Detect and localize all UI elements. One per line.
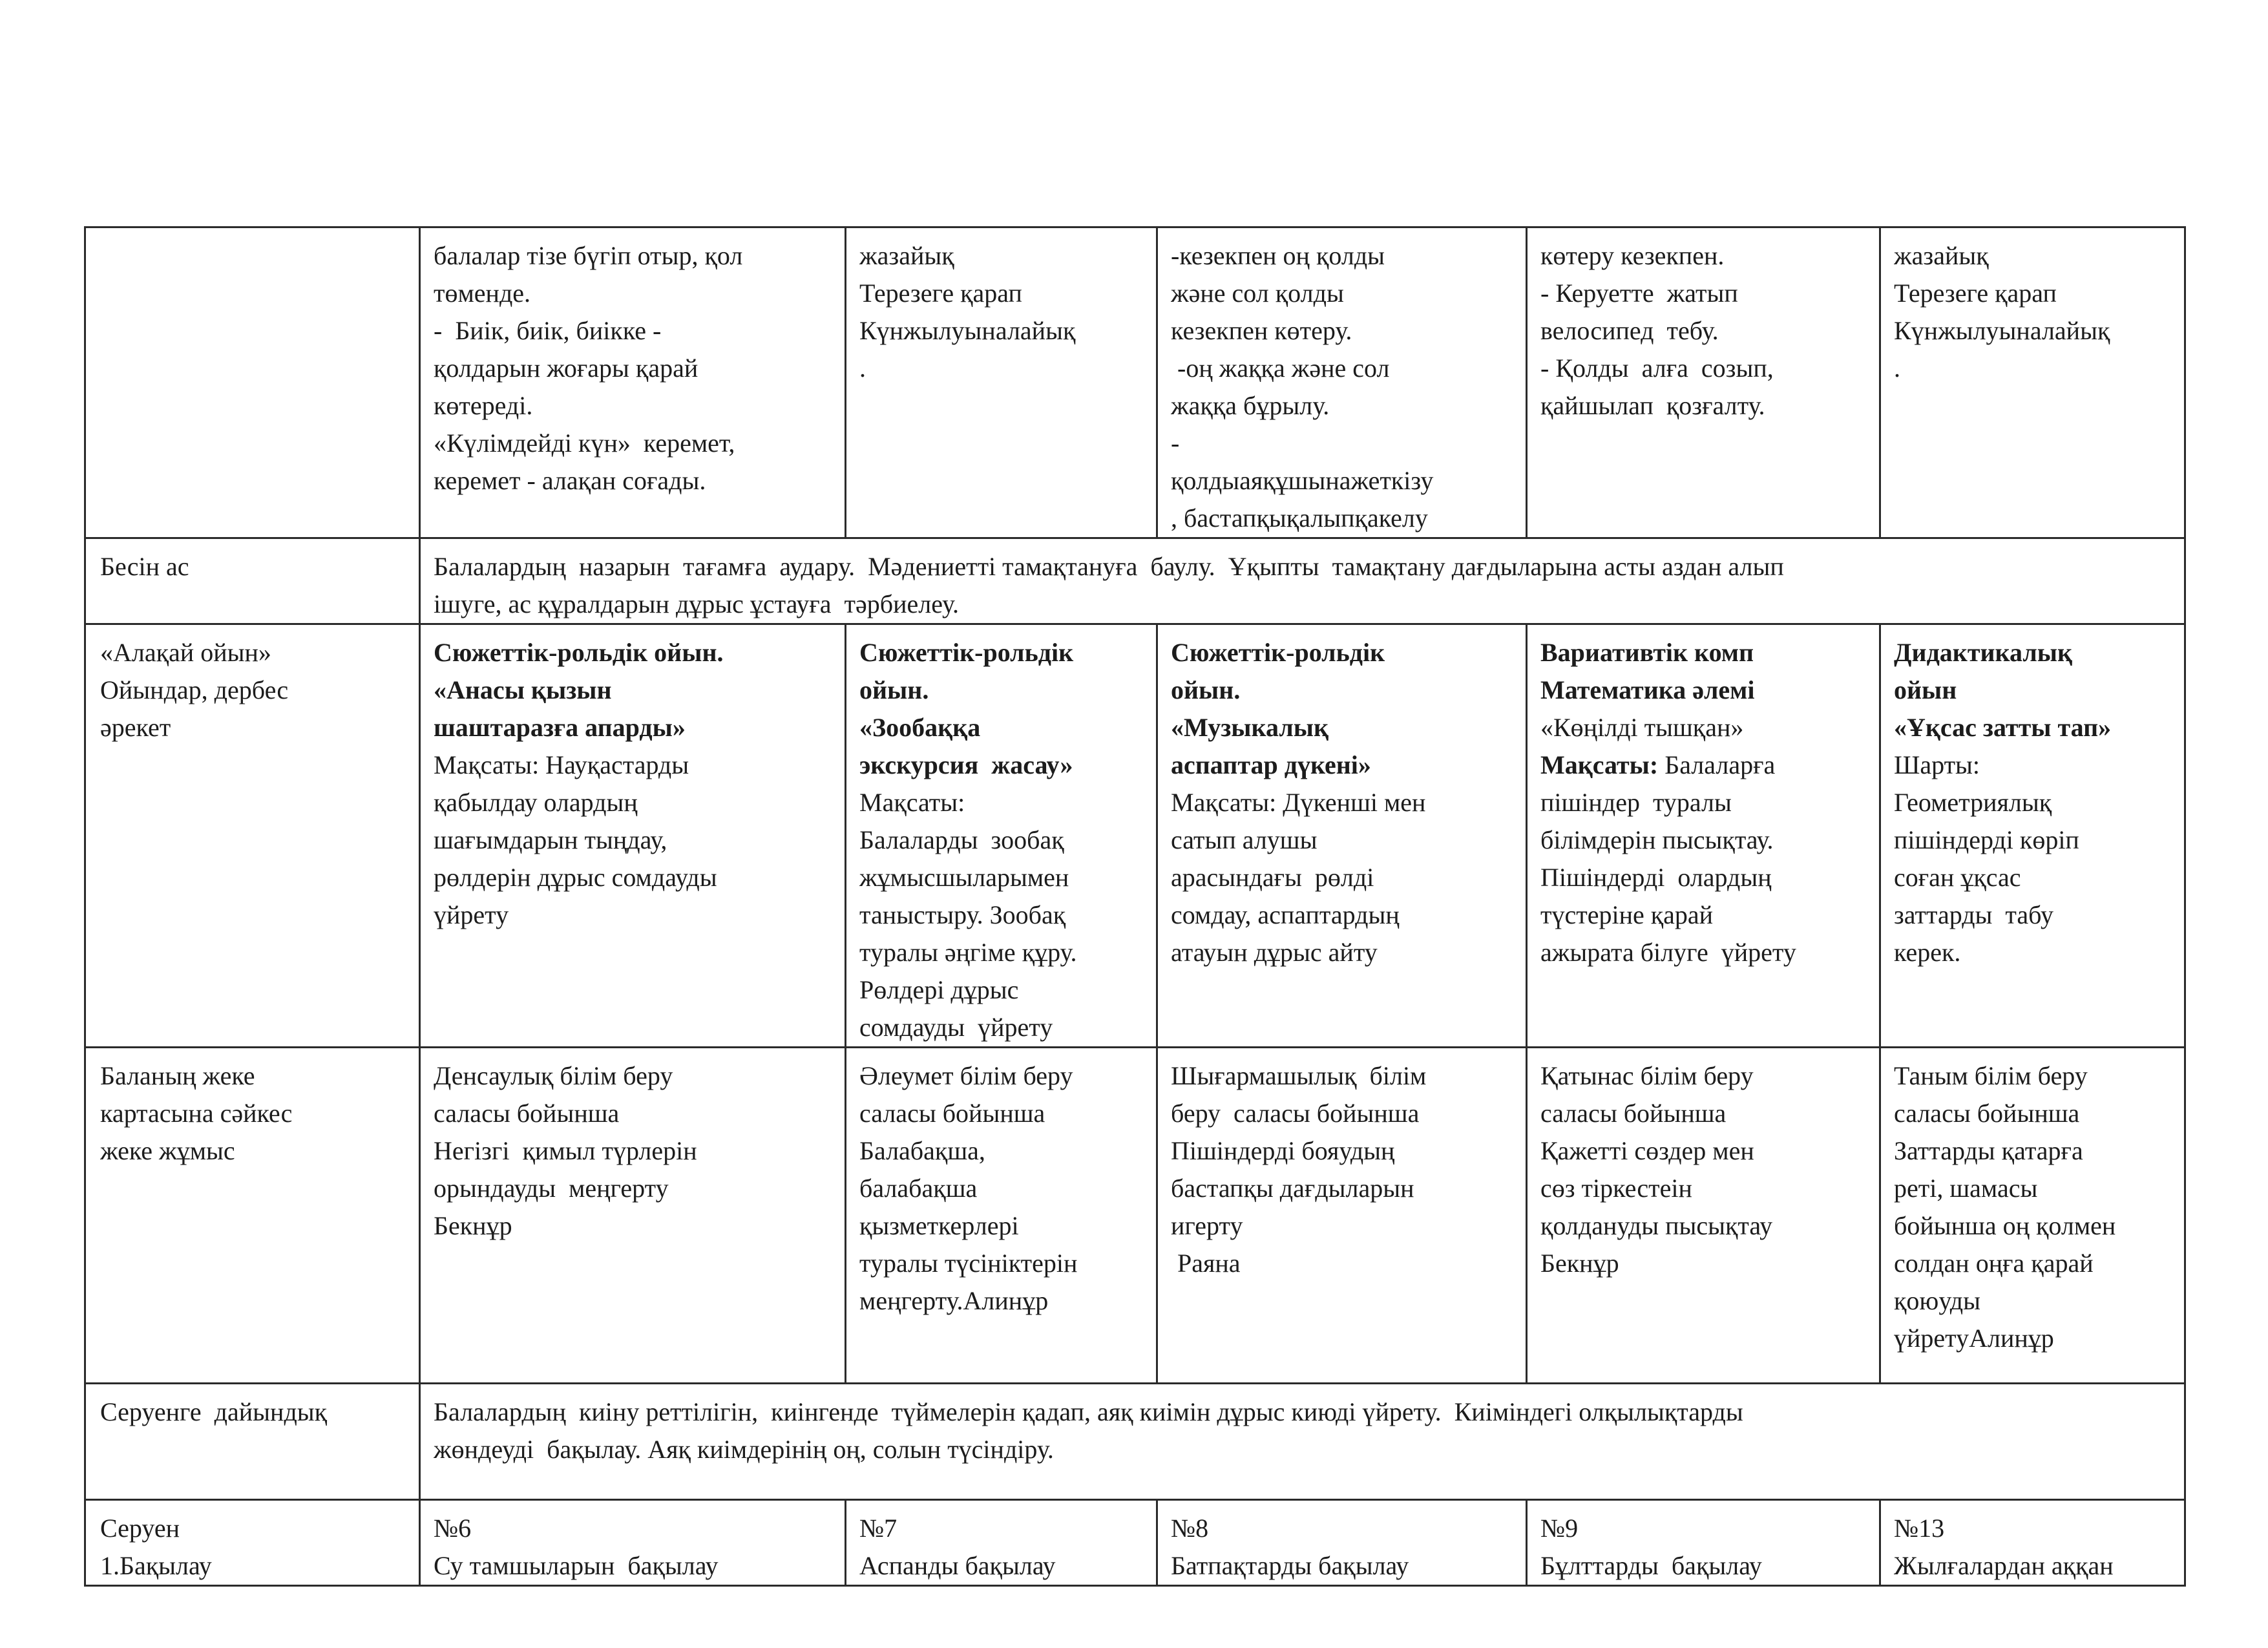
- merged-cell: [420, 1384, 2185, 1500]
- cell-line: саласы бойынша: [1540, 1099, 1727, 1128]
- cell-line: жазайық: [859, 241, 954, 270]
- cell-line: .: [859, 354, 866, 383]
- cell-line: Мақсаты: Науқастарды: [434, 750, 689, 779]
- cell-content: [434, 237, 834, 537]
- cell-line: Ойындар, дербес: [100, 675, 289, 704]
- cell-line: Терезеге қарап: [859, 279, 1022, 308]
- row-games-independent-activity: [85, 624, 2185, 1048]
- cell-line: .: [1894, 354, 1900, 383]
- cell-line: саласы бойынша: [434, 1099, 620, 1128]
- cell-line: «Алақай ойын»: [100, 638, 271, 667]
- cell-line: «Зообаққа: [859, 713, 981, 742]
- row-afternoon-snack: [85, 538, 2185, 624]
- cell-line: Серуен: [100, 1514, 180, 1543]
- cell-line: «Ұқсас затты тап»: [1894, 713, 2112, 742]
- row-walk-observation: [85, 1500, 2185, 1586]
- cell-line: Таным білім беру: [1894, 1061, 2088, 1090]
- cell-line: Рөлдері дұрыс: [859, 975, 1019, 1004]
- cell-line: Бесін ас: [100, 552, 189, 581]
- cell-line: Күнжылуыналайық: [859, 316, 1076, 345]
- cell-line: аспаптар дүкені»: [1171, 750, 1371, 779]
- cell-content: [1894, 237, 2174, 537]
- cell-line: пішіндер туралы: [1540, 788, 1732, 817]
- day-cell-5: [1880, 624, 2185, 1048]
- cell-line: Пішіндерді бояудың: [1171, 1136, 1395, 1165]
- cell-line: жаққа бұрылу.: [1171, 391, 1330, 420]
- cell-line: үйретуАлинұр: [1894, 1324, 2054, 1353]
- day-cell-5: [1880, 1048, 2185, 1384]
- row-label: [85, 1500, 420, 1586]
- cell-line-rest: Балаларға: [1658, 750, 1776, 779]
- cell-content: [100, 1510, 408, 1585]
- cell-line: Әлеумет білім беру: [859, 1061, 1073, 1090]
- cell-content: [434, 548, 2174, 623]
- cell-line: сомдау, аспаптардың: [1171, 900, 1400, 929]
- day-cell-3: [1157, 1048, 1527, 1384]
- cell-line: Мақсаты: Дүкенші мен: [1171, 788, 1426, 817]
- cell-line: №6: [434, 1514, 472, 1543]
- day-cell-3: [1157, 1500, 1527, 1586]
- day-cell-1: [420, 1500, 846, 1586]
- day-cell-2: [846, 227, 1157, 538]
- cell-content: [1540, 237, 1869, 537]
- cell-line: кезекпен көтеру.: [1171, 316, 1352, 345]
- row-morning-exercise-continuation: [85, 227, 2185, 538]
- cell-line: Сюжеттік-рольдік: [859, 638, 1074, 667]
- day-cell-3: [1157, 227, 1527, 538]
- cell-line: Күнжылуыналайық: [1894, 316, 2110, 345]
- cell-line: білімдерін пысықтау.: [1540, 825, 1774, 854]
- cell-line: Балалардың киіну реттілігін, киінгенде түймелерін қадап, аяқ киімін дұрыс киюді үйрету. Киіміндегі олқылықтарды: [434, 1397, 1743, 1426]
- cell-line: Балабақша,: [859, 1136, 985, 1165]
- cell-line: атауын дұрыс айту: [1171, 938, 1378, 967]
- cell-content: [859, 1510, 1146, 1585]
- cell-line: ойын.: [1171, 675, 1241, 704]
- cell-content: [1540, 1510, 1869, 1585]
- cell-line: көтереді.: [434, 391, 533, 420]
- cell-content: [434, 634, 834, 1046]
- cell-line: - Керуетте жатып: [1540, 279, 1738, 308]
- cell-line: «Күлімдейді күн» керемет,: [434, 428, 735, 458]
- cell-line: қолдарын жоғары қарай: [434, 354, 698, 383]
- day-cell-1: [420, 227, 846, 538]
- cell-line: үйрету: [434, 900, 509, 929]
- row-individual-work: [85, 1048, 2185, 1384]
- cell-line: Негізгі қимыл түрлерін: [434, 1136, 697, 1165]
- cell-line: ішуге, ас құралдарын дұрыс ұстауға тәрбиелеу.: [434, 589, 959, 618]
- day-cell-4: [1527, 624, 1880, 1048]
- cell-line: заттарды табу: [1894, 900, 2053, 929]
- cell-line: Қатынас білім беру: [1540, 1061, 1754, 1090]
- cell-line: ажырата білуге үйрету: [1540, 938, 1796, 967]
- day-cell-4: [1527, 1500, 1880, 1586]
- cell-line: , бастапқықалыпқакелу: [1171, 503, 1428, 533]
- cell-line: сатып алушы: [1171, 825, 1318, 854]
- cell-line: меңгерту.Алинұр: [859, 1286, 1049, 1315]
- cell-line: №13: [1894, 1514, 1945, 1543]
- cell-line: таныстыру. Зообақ: [859, 900, 1066, 929]
- cell-line: Сюжеттік-рольдік: [1171, 638, 1385, 667]
- cell-line: Пішіндерді олардың: [1540, 863, 1772, 892]
- day-cell-5: [1880, 1500, 2185, 1586]
- cell-line: орындауды меңгерту: [434, 1174, 669, 1203]
- cell-line: Вариативтік комп: [1540, 638, 1754, 667]
- cell-line: арасындағы рөлді: [1171, 863, 1374, 892]
- cell-line: соған ұқсас: [1894, 863, 2021, 892]
- cell-line: рөлдерін дұрыс сомдауды: [434, 863, 717, 892]
- cell-line: беру саласы бойынша: [1171, 1099, 1420, 1128]
- cell-line: Батпақтарды бақылау: [1171, 1551, 1409, 1580]
- cell-line: Балаларды зообақ: [859, 825, 1064, 854]
- cell-line: Геометриялық: [1894, 788, 2052, 817]
- cell-line: балалар тізе бүгіп отыр, қол: [434, 241, 743, 270]
- cell-content: [859, 634, 1146, 1046]
- cell-line: бойынша оң қолмен: [1894, 1211, 2116, 1240]
- cell-line: саласы бойынша: [859, 1099, 1045, 1128]
- cell-line: түстеріне қарай: [1540, 900, 1714, 929]
- cell-line-bold: Мақсаты:: [1540, 750, 1659, 779]
- cell-line: Дидактикалық: [1894, 638, 2073, 667]
- cell-line: реті, шамасы: [1894, 1174, 2038, 1203]
- cell-line: велосипед тебу.: [1540, 316, 1719, 345]
- cell-line: -кезекпен оң қолды: [1171, 241, 1385, 270]
- cell-line: және сол қолды: [1171, 279, 1344, 308]
- cell-line: Балалардың назарын тағамға аудару. Мәдениетті тамақтануға баулу. Ұқыпты тамақтану дағдыларына асты аздан алып: [434, 552, 1784, 581]
- cell-line: Су тамшыларын бақылау: [434, 1551, 719, 1580]
- cell-line: қызметкерлері: [859, 1211, 1019, 1240]
- cell-line: экскурсия жасау»: [859, 750, 1073, 779]
- cell-line: әрекет: [100, 713, 171, 742]
- cell-content: [1894, 634, 2174, 1046]
- cell-line: - Қолды алға созып,: [1540, 354, 1774, 383]
- day-cell-2: [846, 624, 1157, 1048]
- cell-line: балабақша: [859, 1174, 978, 1203]
- day-cell-2: [846, 1048, 1157, 1384]
- cell-line: [1540, 746, 1869, 784]
- cell-content: [1171, 237, 1515, 537]
- cell-line: №9: [1540, 1514, 1579, 1543]
- cell-content: [1894, 1510, 2174, 1585]
- cell-content: [1171, 634, 1515, 1046]
- cell-content: [1540, 634, 1869, 1046]
- day-cell-1: [420, 1048, 846, 1384]
- merged-cell: [420, 538, 2185, 624]
- cell-line: №7: [859, 1514, 898, 1543]
- cell-line: саласы бойынша: [1894, 1099, 2080, 1128]
- day-cell-4: [1527, 1048, 1880, 1384]
- cell-content: [100, 1393, 408, 1499]
- cell-line: жөндеуді бақылау. Аяқ киімдерінің оң, солын түсіндіру.: [434, 1435, 1054, 1464]
- cell-line: «Анасы қызын: [434, 675, 612, 704]
- cell-line: туралы әңгіме құру.: [859, 938, 1077, 967]
- cell-content: [434, 1393, 2174, 1499]
- cell-line: қабылдау олардың: [434, 788, 638, 817]
- day-cell-4: [1527, 227, 1880, 538]
- cell-content: [859, 237, 1146, 537]
- cell-line: Бекнұр: [1540, 1249, 1619, 1278]
- cell-line: сөз тіркестеін: [1540, 1174, 1692, 1203]
- cell-line: Жылғалардан аққан: [1894, 1551, 2114, 1580]
- cell-line: картасына сәйкес: [100, 1099, 293, 1128]
- row-label: [85, 624, 420, 1048]
- cell-line: керек.: [1894, 938, 1961, 967]
- cell-content: [434, 1057, 834, 1382]
- cell-line: №8: [1171, 1514, 1209, 1543]
- cell-line: Терезеге қарап: [1894, 279, 2057, 308]
- row-walk-preparation: [85, 1384, 2185, 1500]
- cell-line: игерту: [1171, 1211, 1243, 1240]
- cell-content: [1894, 1057, 2174, 1382]
- cell-line: жазайық: [1894, 241, 1989, 270]
- cell-content: [434, 1510, 834, 1585]
- cell-line: шаштаразға апарды»: [434, 713, 686, 742]
- cell-content: [100, 237, 408, 537]
- cell-line: сомдауды үйрету: [859, 1013, 1053, 1042]
- day-cell-3: [1157, 624, 1527, 1048]
- cell-line: шағымдарын тыңдау,: [434, 825, 667, 854]
- daily-plan-table: [84, 226, 2186, 1587]
- cell-line: Бекнұр: [434, 1211, 512, 1240]
- cell-line: төменде.: [434, 279, 531, 308]
- cell-line: «Көңілді тышқан»: [1540, 713, 1744, 742]
- day-cell-1: [420, 624, 846, 1048]
- cell-content: [859, 1057, 1146, 1382]
- cell-line: жеке жұмыс: [100, 1136, 235, 1165]
- day-cell-2: [846, 1500, 1157, 1586]
- plan-sheet: [84, 226, 2184, 1580]
- cell-line: Денсаулық білім беру: [434, 1061, 673, 1090]
- row-label: [85, 1384, 420, 1500]
- cell-line: - Биік, биік, биікке -: [434, 316, 662, 345]
- cell-line: көтеру кезекпен.: [1540, 241, 1725, 270]
- cell-line: солдан оңға қарай: [1894, 1249, 2094, 1278]
- cell-line: Математика әлемі: [1540, 675, 1755, 704]
- row-label: [85, 1048, 420, 1384]
- cell-line: -оң жаққа және сол: [1171, 354, 1390, 383]
- cell-content: [1171, 1057, 1515, 1382]
- cell-content: [1171, 1510, 1515, 1585]
- cell-line: ойын.: [859, 675, 929, 704]
- cell-line: қолдануды пысықтау: [1540, 1211, 1773, 1240]
- cell-content: [100, 1057, 408, 1382]
- cell-line: Мақсаты:: [859, 788, 965, 817]
- row-label: [85, 227, 420, 538]
- cell-line: Сюжеттік-рольдік ойын.: [434, 638, 724, 667]
- cell-line: ойын: [1894, 675, 1957, 704]
- cell-line: Шығармашылық білім: [1171, 1061, 1427, 1090]
- cell-line: Қажетті сөздер мен: [1540, 1136, 1754, 1165]
- cell-content: [1540, 1057, 1869, 1382]
- cell-line: керемет - алақан соғады.: [434, 466, 706, 495]
- cell-line: «Музыкалық: [1171, 713, 1329, 742]
- cell-line: Заттарды қатарға: [1894, 1136, 2083, 1165]
- cell-line: Баланың жеке: [100, 1061, 255, 1090]
- cell-content: [100, 634, 408, 1046]
- cell-line: -: [1171, 428, 1180, 458]
- cell-content: [100, 548, 408, 623]
- cell-line: бастапқы дағдыларын: [1171, 1174, 1414, 1203]
- cell-line: Аспанды бақылау: [859, 1551, 1056, 1580]
- day-cell-5: [1880, 227, 2185, 538]
- cell-line: жұмысшыларымен: [859, 863, 1069, 892]
- row-label: [85, 538, 420, 624]
- cell-line: Шарты:: [1894, 750, 1980, 779]
- cell-line: Серуенге дайындық: [100, 1397, 328, 1426]
- cell-line: Раяна: [1171, 1249, 1241, 1278]
- cell-line: қоюуды: [1894, 1286, 1981, 1315]
- cell-line: пішіндерді көріп: [1894, 825, 2079, 854]
- cell-line: қайшылап қозғалту.: [1540, 391, 1765, 420]
- cell-line: 1.Бақылау: [100, 1551, 212, 1580]
- cell-line: туралы түсініктерін: [859, 1249, 1078, 1278]
- cell-line: Бұлттарды бақылау: [1540, 1551, 1762, 1580]
- cell-line: қолдыаяқұшынажеткізу: [1171, 466, 1434, 495]
